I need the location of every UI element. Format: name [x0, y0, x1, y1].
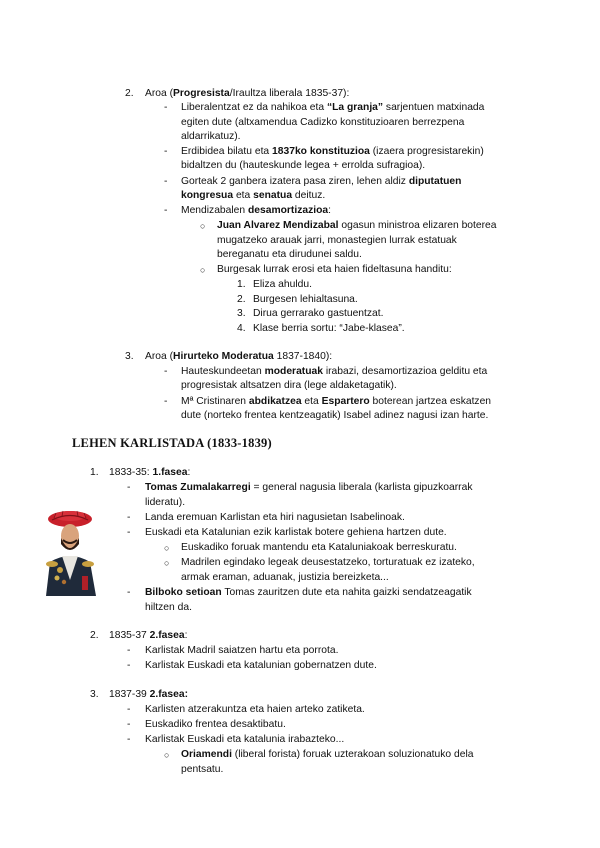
p1-b3: Euskadi eta Katalunian ezik karlistak botere gehiena hartzen dute.: [145, 527, 447, 538]
bullet-circle-icon: ○: [164, 750, 170, 760]
p3-c1-line1: Oriamendi (liberal forista) foruak uzterakoan soluzionatuko dela: [181, 749, 474, 760]
p3-b3: Karlistak Euskadi eta katalunia irabazteko...: [145, 734, 345, 745]
s2-c1-line1: Juan Alvarez Mendizabal ogasun ministroa elizaren boterea: [217, 220, 497, 231]
s3-b2-line1: Mª Cristinaren abdikatzea eta Espartero boterean jartzea eskatzen: [181, 396, 492, 407]
p1-c2-line1: Madrilen egindako legeak deusestatzeko, torturatuak ez izateko,: [181, 557, 475, 568]
p3-b2: Euskadiko frentea desaktibatu.: [145, 719, 286, 730]
p1-b2: Landa eremuan Karlistan eta hiri nagusietan Isabelinoak.: [145, 512, 405, 523]
bullet-dash: -: [127, 482, 131, 493]
p2-b2: Karlistak Euskadi eta katalunian gobernatzen dute.: [145, 660, 377, 671]
section-2-number: 2.: [125, 88, 134, 99]
bullet-dash: -: [127, 527, 131, 538]
p1-b1-line1: Tomas Zumalakarregi = general nagusia liberala (karlista gipuzkoarrak: [145, 482, 473, 493]
p1-b1-line2: lideratu).: [145, 497, 186, 508]
bullet-dash: -: [164, 146, 168, 157]
s3-b2-line2: dute (norteko frentea kentzeagatik) Isabel adinez nagusi izan harte.: [181, 410, 489, 421]
s2-n1: Eliza ahuldu.: [253, 279, 312, 290]
sub-number: 2.: [237, 294, 246, 305]
phase-3-number: 3.: [90, 689, 99, 700]
bullet-dash: -: [164, 205, 168, 216]
phase-3-title: 1837-39 2.fasea:: [109, 689, 189, 700]
sub-number: 1.: [237, 279, 246, 290]
p1-c1: Euskadiko foruak mantendu eta Kataluniakoak berreskuratu.: [181, 542, 457, 553]
portrait-image: [40, 506, 100, 596]
bullet-dash: -: [127, 587, 131, 598]
s2-b1-line2: egiten dute (altxamendua Cadizko konstituzioaren berrezpena: [181, 117, 465, 128]
sub-number: 4.: [237, 323, 246, 334]
bullet-circle-icon: ○: [200, 221, 206, 231]
bullet-dash: -: [164, 102, 168, 113]
s2-c1-line2: mugatzeko arauak jarri, monastegien lurrak estatuak: [217, 235, 457, 246]
section-2-title: Aroa (Progresista/Iraultza liberala 1835-37):: [145, 88, 350, 99]
s2-b1-line1: Liberalentzat ez da nahikoa eta “La granja” sarjentuen matxinada: [181, 102, 485, 113]
section-heading: LEHEN KARLISTADA (1833-1839): [72, 436, 272, 450]
phase-1-number: 1.: [90, 467, 99, 478]
s3-b1-line2: progresistak altsatzen dira (lege aldaketagatik).: [181, 380, 397, 391]
bullet-dash: -: [164, 176, 168, 187]
bullet-dash: -: [127, 704, 131, 715]
s3-b1-line1: Hauteskundeetan moderatuak irabazi, desamortizazioa gelditu eta: [181, 366, 488, 377]
bullet-dash: -: [164, 396, 168, 407]
p1-b4-line1: Bilboko setioan Tomas zauritzen dute eta nahita gaizki sendatzeagatik: [145, 587, 472, 598]
phase-2-number: 2.: [90, 630, 99, 641]
sub-number: 3.: [237, 308, 246, 319]
bullet-dash: -: [127, 512, 131, 523]
s2-c1-line3: bereganatu eta dirudunei saldu.: [217, 249, 362, 260]
section-3-title: Aroa (Hirurteko Moderatua 1837-1840):: [145, 351, 333, 362]
s2-c2: Burgesak lurrak erosi eta haien fideltasuna handitu:: [217, 264, 452, 275]
s2-b2-line1: Erdibidea bilatu eta 1837ko konstituzioa (izaera progresistarekin): [181, 146, 484, 157]
s2-n4: Klase berria sortu: “Jabe-klasea”.: [253, 323, 405, 334]
s2-b3-line2: kongresua eta senatua deituz.: [181, 190, 326, 201]
bullet-dash: -: [127, 645, 131, 656]
s2-b3-line1: Gorteak 2 ganbera izatera pasa ziren, lehen aldiz diputatuen: [181, 176, 462, 187]
bullet-dash: -: [127, 660, 131, 671]
phase-2-title: 1835-37 2.fasea:: [109, 630, 188, 641]
s2-b4: Mendizabalen desamortizazioa:: [181, 205, 331, 216]
s2-n3: Dirua gerrarako gastuentzat.: [253, 308, 384, 319]
p3-c1-line2: pentsatu.: [181, 764, 224, 775]
phase-1-title: 1833-35: 1.fasea:: [109, 467, 191, 478]
p1-b4-line2: hiltzen da.: [145, 602, 192, 613]
s2-b1-line3: aldarrikatuz).: [181, 131, 241, 142]
bullet-circle-icon: ○: [164, 558, 170, 568]
bullet-circle-icon: ○: [164, 543, 170, 553]
p1-c2-line2: armak eraman, aduanak, justizia bereizketa...: [181, 572, 389, 583]
s2-b2-line2: bidaltzen du (hauteskunde legea + errolda sufragioa).: [181, 160, 426, 171]
bullet-dash: -: [127, 734, 131, 745]
bullet-dash: -: [164, 366, 168, 377]
bullet-circle-icon: ○: [200, 265, 206, 275]
s2-n2: Burgesen lehialtasuna.: [253, 294, 358, 305]
section-3-number: 3.: [125, 351, 134, 362]
p3-b1: Karlisten atzerakuntza eta haien arteko zatiketa.: [145, 704, 365, 715]
p2-b1: Karlistak Madril saiatzen hartu eta porrota.: [145, 645, 339, 656]
bullet-dash: -: [127, 719, 131, 730]
